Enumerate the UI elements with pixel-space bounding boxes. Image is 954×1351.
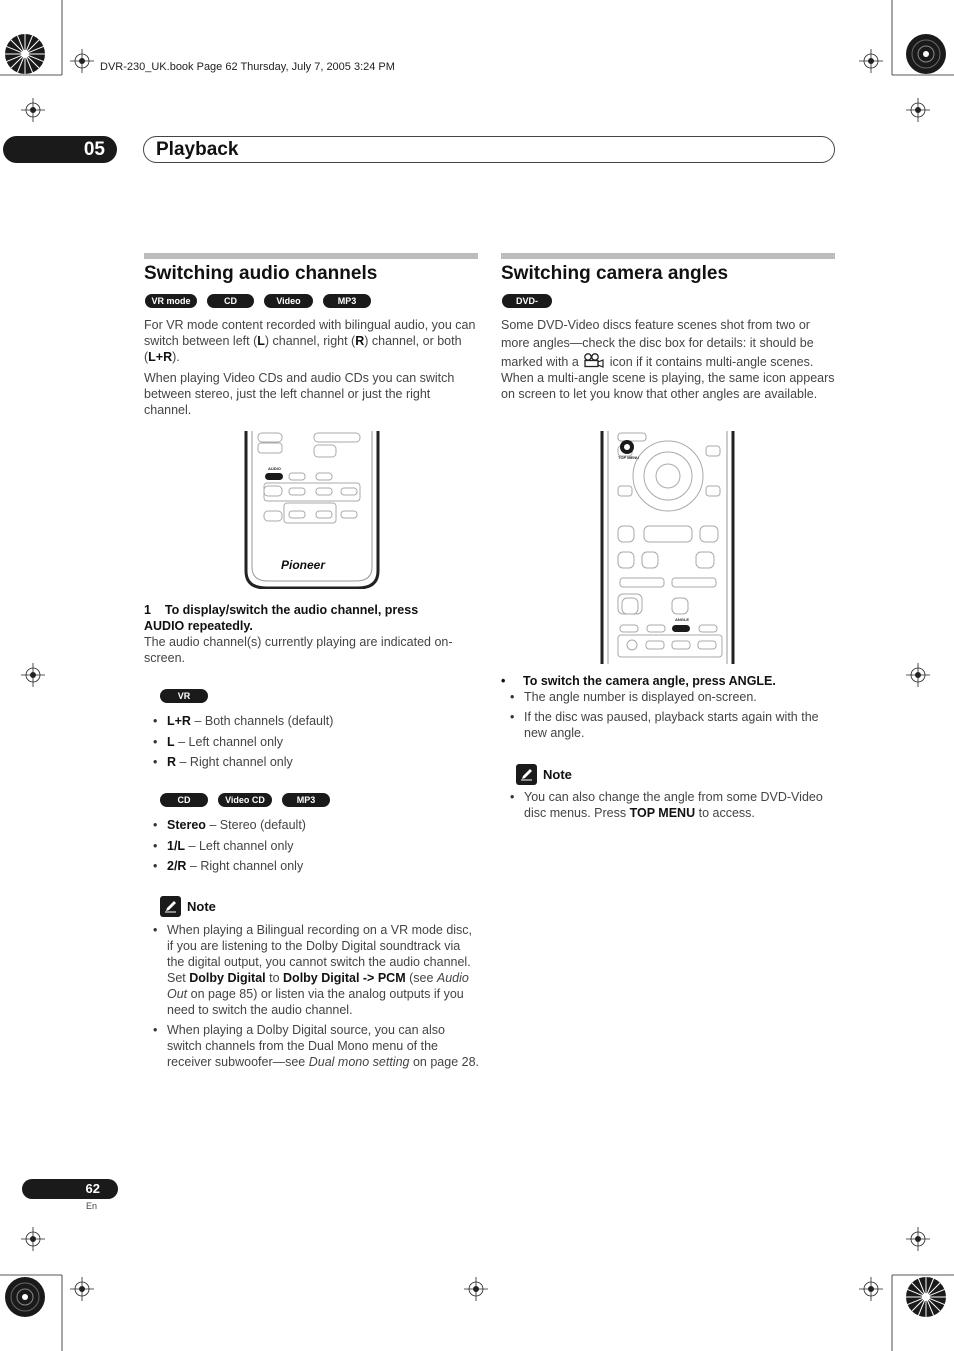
camera-step: • To switch the camera angle, press ANGLE.: [501, 674, 776, 688]
audio-intro-paragraph: For VR mode content recorded with bilingual audio, you can switch between left (L) channel, right (R) channel, or both (L+R).: [144, 318, 476, 364]
pioneer-logo: Pioneer: [281, 558, 326, 572]
list-item: • L+R – Both channels (default): [153, 713, 473, 729]
page-number: 62: [22, 1179, 118, 1199]
camera-intro-paragraph: Some DVD-Video discs feature scenes shot from two or more angles—check the disc box for details: it should be marked with a icon if it contains multi-angle scenes.: [501, 317, 837, 374]
section-title-audio: Switching audio channels: [144, 263, 378, 284]
section-bar-camera: [501, 253, 835, 259]
list-item: • 2/R – Right channel only: [153, 858, 473, 874]
badge-video-cd: Video CD: [264, 294, 313, 308]
badge-video-cd-options: Video CD: [218, 793, 272, 807]
list-item: • When playing a Bilingual recording on a VR mode disc, if you are listening to the Dolby Digital soundtrack via the digital output, you cannot switch the audio channel. Set Dolby Digital to Dolby Digital -> PCM (see Audio Out on page 85) or listen via the analog outputs if you need to switch the audio channel.: [153, 922, 479, 1018]
list-item: • When playing a Dolby Digital source, you can also switch channels from the Dual Mono menu of the receiver subwoofer—see Dual mono setting on page 28.: [153, 1022, 479, 1070]
camera-step-sub-list: [510, 689, 836, 741]
list-item: • You can also change the angle from some DVD-Video disc menus. Press TOP MENU to access.: [510, 789, 836, 821]
audio-format-badges: [145, 294, 371, 320]
remote-audio-button-label: AUDIO: [268, 466, 281, 471]
list-item: • If the disc was paused, playback starts again with the new angle.: [510, 709, 836, 741]
badge-mp3: MP3: [323, 294, 371, 308]
remote-angle-button-label: ANGLE: [675, 617, 689, 622]
remote-control-illustration-camera: [600, 431, 736, 664]
camera-second-paragraph: When a multi-angle scene is playing, the same icon appears on screen to let you know that other angles are available.: [501, 371, 835, 401]
section-title-camera: Switching camera angles: [501, 263, 729, 284]
print-metadata: DVR-230_UK.book Page 62 Thursday, July 7, 2005 3:24 PM: [100, 61, 395, 73]
audio-note-list: [153, 922, 479, 1070]
cd-option-list: [153, 817, 473, 879]
list-item: • 1/L – Left channel only: [153, 838, 473, 854]
list-item: • Stereo – Stereo (default): [153, 817, 473, 833]
camera-note-list: [510, 789, 836, 821]
list-item: • L – Left channel only: [153, 734, 473, 750]
badge-mp3-options: MP3: [282, 793, 330, 807]
chapter-title: Playback: [143, 136, 835, 163]
remote-top-menu-label: TOP MENU: [618, 455, 639, 460]
badge-cd: CD: [207, 294, 254, 308]
badge-vr-mode: VR mode: [145, 294, 197, 308]
cd-badge-row: [160, 793, 330, 807]
audio-cd-paragraph: When playing Video CDs and audio CDs you can switch between stereo, just the left channel or just the right channel.: [144, 371, 455, 417]
camera-note-heading: Note: [516, 764, 572, 785]
page-language: En: [86, 1201, 98, 1211]
pencil-note-icon: [160, 896, 181, 917]
section-bar-audio: [144, 253, 478, 259]
badge-dvd-video: DVD-Video: [502, 294, 552, 308]
audio-step-1-description: The audio channel(s) currently playing are indicated on-screen.: [144, 635, 453, 665]
list-item: • The angle number is displayed on-screen.: [510, 689, 836, 705]
chapter-number: 05: [3, 136, 117, 163]
pencil-note-icon: [516, 764, 537, 785]
badge-vr-mode-options: VR mode: [160, 689, 208, 703]
audio-note-heading: Note: [160, 896, 216, 917]
list-item: • R – Right channel only: [153, 754, 473, 770]
vr-mode-option-list: [153, 713, 473, 775]
badge-cd-options: CD: [160, 793, 208, 807]
audio-step-1: 1 To display/switch the audio channel, press AUDIO repeatedly.: [144, 603, 419, 633]
